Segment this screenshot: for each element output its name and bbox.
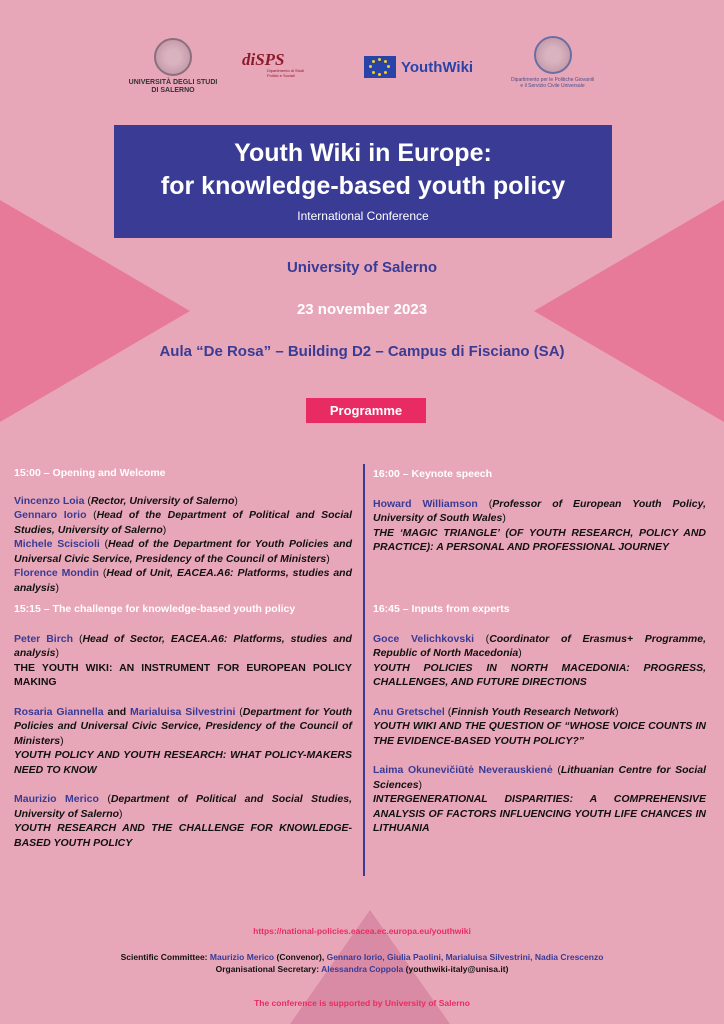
- speaker-role: Department of Political and Social Studies, University of Salerno: [14, 793, 352, 820]
- eu-flag-icon: [364, 56, 396, 78]
- youthwiki-logo: [364, 56, 473, 78]
- speaker-entry: Goce Velichkovski (Coordinator of Erasmus+ Programme, Republic of North Macedonia): [373, 632, 706, 659]
- speaker-entry: Gennaro Iorio (Head of the Department of Political and Social Studies, University of Salerno): [14, 509, 353, 536]
- speaker-role: Department for Youth Policies and Universal Civic Service, Presidency of the Council of Ministers: [14, 705, 353, 747]
- speaker-name: Florence Mondin: [14, 567, 99, 579]
- speaker-entry: Howard Williamson (Professor of European Youth Policy, University of South Wales): [373, 497, 706, 524]
- university-name: University of Salerno: [286, 259, 438, 276]
- speaker-entry: Maurizio Merico (Department of Political and Social Studies, University of Salerno): [14, 793, 352, 820]
- session-heading: 16:00 – Keynote speech: [373, 468, 493, 480]
- speaker-entry: Florence Mondin (Head of Unit, EACEA.A6: Platforms, studies and analysis): [14, 567, 352, 594]
- talk-title: YOUTH RESEARCH AND THE CHALLENGE FOR KNOWLEDGE-BASED YOUTH POLICY: [14, 822, 352, 849]
- secretary-label: Organisational Secretary:: [215, 964, 320, 974]
- italian-republic-emblem-icon: [534, 36, 572, 74]
- speaker-role: Lithuanian Centre for Social Sciences: [373, 764, 706, 791]
- secretary-email[interactable]: (youthwiki-italy@unisa.it): [405, 964, 509, 974]
- talk-title: INTERGENERATIONAL DISPARITIES: A COMPREHENSIVE ANALYSIS OF FACTORS INFLUENCING YOUTH LIFE CHANCES IN LITHUANIA: [373, 793, 706, 834]
- secretary-name: Alessandra Coppola: [321, 964, 404, 974]
- speaker-name: Vincenzo Loia: [14, 494, 85, 507]
- title-line-1: Youth Wiki in Europe:: [234, 139, 492, 167]
- speaker-name: Laima Okunevičiūtė Neverauskienė: [373, 764, 553, 776]
- speaker-role: Head of Sector, EACEA.A6: Platforms, studies and analysis: [14, 632, 352, 659]
- speaker-name: Michele Sciscioli: [14, 538, 100, 550]
- unisa-seal-icon: [154, 38, 192, 76]
- speaker-name: Gennaro Iorio: [14, 509, 87, 521]
- column-divider: [363, 464, 365, 876]
- speaker-entry: Anu Gretschel (Finnish Youth Research Network): [373, 705, 619, 718]
- talk-title: YOUTH POLICIES IN NORTH MACEDONIA: PROGRESS, CHALLENGES, AND FUTURE DIRECTIONS: [373, 661, 706, 688]
- session-heading: 16:45 – Inputs from experts: [373, 603, 510, 615]
- dipartimento-logo-text: Dipartimento per le Politiche Giovanili e il Servizio Civile Universale: [510, 77, 595, 89]
- programme-label: Programme: [306, 398, 426, 423]
- dipartimento-logo: [505, 36, 600, 89]
- speaker-role: Finnish Youth Research Network: [451, 705, 616, 718]
- committee-credits: [0, 951, 724, 975]
- left-column-session-2: [14, 602, 352, 850]
- talk-title: YOUTH WIKI AND THE QUESTION OF “WHOSE VOICE COUNTS IN THE EVIDENCE-BASED YOUTH POLICY?”: [373, 720, 706, 747]
- committee-convenor-role: (Convenor),: [276, 952, 325, 962]
- event-date: 23 november 2023: [296, 301, 428, 318]
- youthwiki-url-link[interactable]: https://national-policies.eacea.ec.europa.eu/youthwiki: [253, 926, 471, 936]
- right-column-session-2: [373, 602, 706, 836]
- speaker-role: Head of the Department of Political and Social Studies, University of Salerno: [14, 509, 353, 536]
- speaker-role: Head of the Department for Youth Policies and Universal Civic Service, Presidency of the Council of Ministers: [14, 538, 352, 565]
- speaker-role: Head of Unit, EACEA.A6: Platforms, studies and analysis: [14, 567, 352, 594]
- committee-members: Gennaro Iorio, Giulia Paolini, Marialuisa Silvestrini, Nadia Crescenzo: [326, 952, 604, 962]
- title-line-2: for knowledge-based youth policy: [160, 172, 566, 200]
- speaker-role: Rector, University of Salerno: [90, 494, 235, 507]
- speaker-name: Marialuisa Silvestrini: [130, 705, 236, 718]
- unisa-logo: [128, 38, 218, 95]
- disps-logo-subtext: Dipartimento di Studi Politici e Sociali: [267, 68, 305, 78]
- talk-title: YOUTH POLICY AND YOUTH RESEARCH: WHAT POLICY-MAKERS NEED TO KNOW: [14, 749, 352, 776]
- event-location: Aula “De Rosa” – Building D2 – Campus di Fisciano (SA): [159, 343, 565, 360]
- speaker-entry: Rosaria Giannella and Marialuisa Silvestrini (Department for Youth Policies and Universal Civic Service, Presidency of the Council of Ministers): [14, 705, 353, 747]
- logo-bar: [0, 34, 724, 104]
- committee-convenor: Maurizio Merico: [209, 952, 275, 962]
- right-column-session-1: [373, 467, 706, 555]
- speaker-entry: Peter Birch (Head of Sector, EACEA.A6: Platforms, studies and analysis): [14, 632, 352, 659]
- support-note: The conference is supported by University of Salerno: [254, 998, 470, 1008]
- left-column-session-1: [14, 466, 352, 595]
- speaker-name: Howard Williamson: [373, 497, 478, 510]
- speaker-role: Coordinator of Erasmus+ Programme, Republic of North Macedonia: [373, 632, 706, 659]
- speaker-name: Goce Velichkovski: [373, 632, 474, 645]
- speaker-name: Rosaria Giannella: [14, 705, 104, 718]
- title-banner: [114, 125, 612, 238]
- speaker-entry: Vincenzo Loia (Rector, University of Salerno): [14, 494, 238, 507]
- unisa-logo-text: UNIVERSITÀ DEGLI STUDI DI SALERNO: [128, 79, 218, 94]
- committee-label: Scientific Committee:: [120, 952, 208, 962]
- disps-logo: [242, 50, 309, 78]
- speaker-name: Peter Birch: [14, 632, 74, 645]
- speaker-name: Anu Gretschel: [373, 705, 445, 718]
- talk-title: THE ‘MAGIC TRIANGLE’ (OF YOUTH RESEARCH, POLICY AND PRACTICE): A PERSONAL AND PROFESSIONAL JOURNEY: [373, 526, 706, 553]
- conjunction: and: [107, 705, 127, 718]
- disps-logo-text: diSPS: [242, 50, 285, 69]
- session-heading: 15:15 – The challenge for knowledge-based youth policy: [14, 603, 296, 615]
- speaker-entry: Michele Sciscioli (Head of the Department for Youth Policies and Universal Civic Service, Presidency of the Council of Ministers): [14, 538, 352, 565]
- speaker-role: Professor of European Youth Policy, University of South Wales: [373, 497, 706, 524]
- talk-title: THE YOUTH WIKI: AN INSTRUMENT FOR EUROPEAN POLICY MAKING: [14, 661, 352, 688]
- conference-subtitle: International Conference: [297, 209, 429, 223]
- speaker-entry: Laima Okunevičiūtė Neverauskienė (Lithuanian Centre for Social Sciences): [373, 764, 706, 791]
- speaker-name: Maurizio Merico: [14, 793, 99, 805]
- session-heading: 15:00 – Opening and Welcome: [14, 467, 166, 479]
- youthwiki-logo-text: YouthWiki: [401, 58, 474, 76]
